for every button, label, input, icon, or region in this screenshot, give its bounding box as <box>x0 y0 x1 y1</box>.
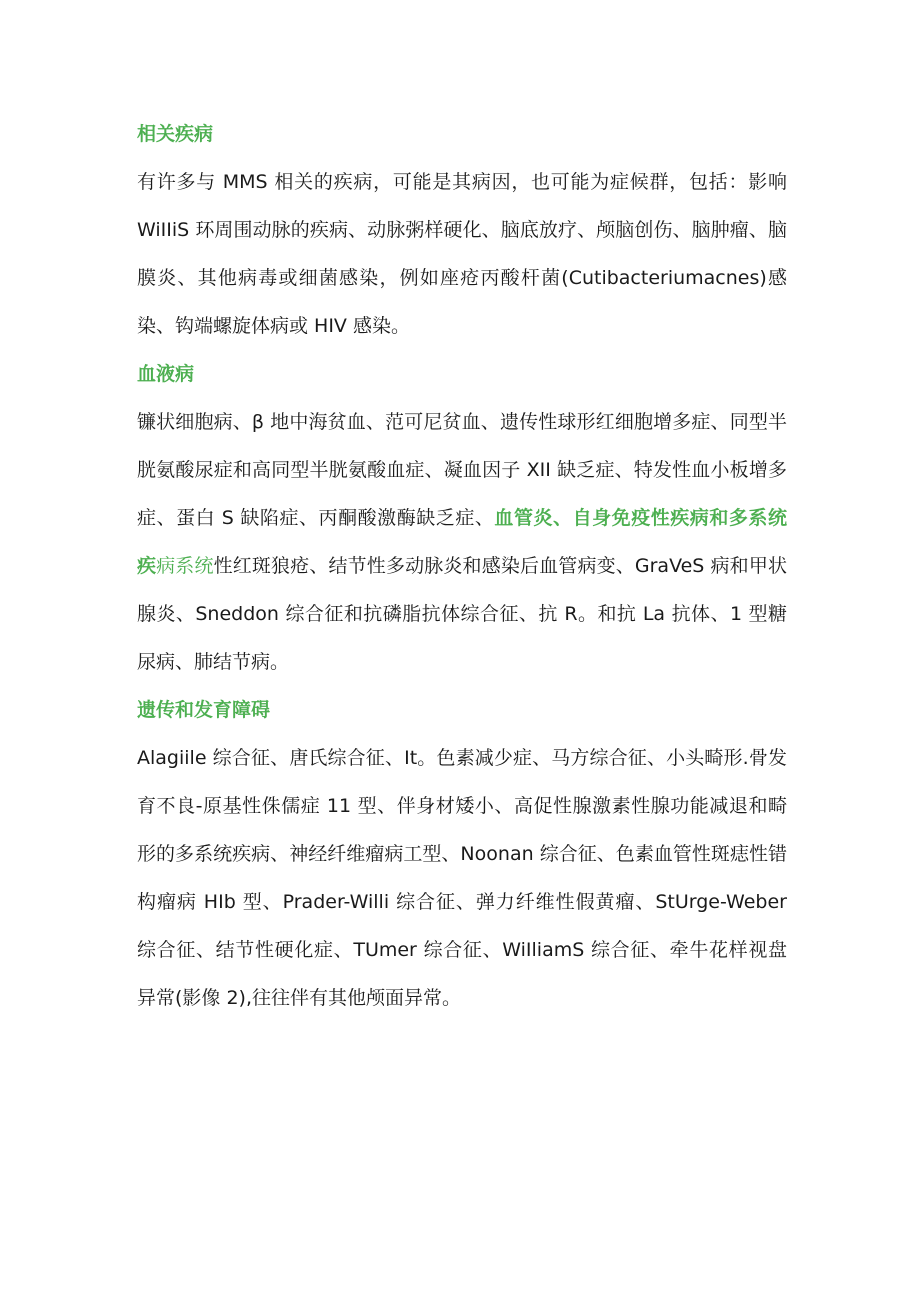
document-page <box>137 110 787 1022</box>
section-paragraph-genetic-disorders: Alagiile 综合征、唐氏综合征、It。色素减少症、马方综合征、小头畸形.骨发育不良-原基性侏儒症 11 型、伴身材矮小、高促性腺激素性腺功能减退和畸形的多系统疾病、神经纤维瘤病工型、Noonan 综合征、色素血管性斑痣性错构瘤病 HIb 型、Prader-Willi 综合征、弹力纤维性假黄瘤、StUrge-Weber 综合征、结节性硬化症、TUmer 综合征、WiIliamS 综合征、牵牛花样视盘异常(影像 2),往往伴有其他颅面异常。 <box>137 747 787 1009</box>
section-heading-genetic-disorders: 遗传和发育障碍 <box>137 699 271 721</box>
paragraph-text-after: 性红斑狼疮、结节性多动脉炎和感染后血管病变、GraVeS 病和甲状腺炎、Sneddon 综合征和抗磷脂抗体综合征、抗 R。和抗 La 抗体、1 型糖尿病、肺结节病。 <box>137 555 787 673</box>
inline-heading-vasculitis: 血管炎、自身免疫性疾病和多系统疾 <box>137 507 787 577</box>
inline-green-text: 病系统 <box>156 555 214 577</box>
section-heading-blood-diseases: 血液病 <box>137 363 195 385</box>
section-paragraph-blood-diseases <box>137 398 787 686</box>
section-paragraph-related-diseases: 有许多与 MMS 相关的疾病，可能是其病因，也可能为症候群，包括：影响 WiIIiS 环周围动脉的疾病、动脉粥样硬化、脑底放疗、颅脑创伤、脑肿瘤、脑膜炎、其他病毒或细菌感染，例如座疮丙酸杆菌(Cutibacteriumacnes)感染、钩端螺旋体病或 HIV 感染。 <box>137 171 787 337</box>
section-heading-related-diseases: 相关疾病 <box>137 123 214 145</box>
paragraph-text-before: 镰状细胞病、β 地中海贫血、范可尼贫血、遗传性球形红细胞增多症、同型半胱氨酸尿症和高同型半胱氨酸血症、凝血因子 XII 缺乏症、特发性血小板增多症、蛋白 S 缺陷症、丙酮酸激酶缺乏症、 <box>137 411 787 529</box>
